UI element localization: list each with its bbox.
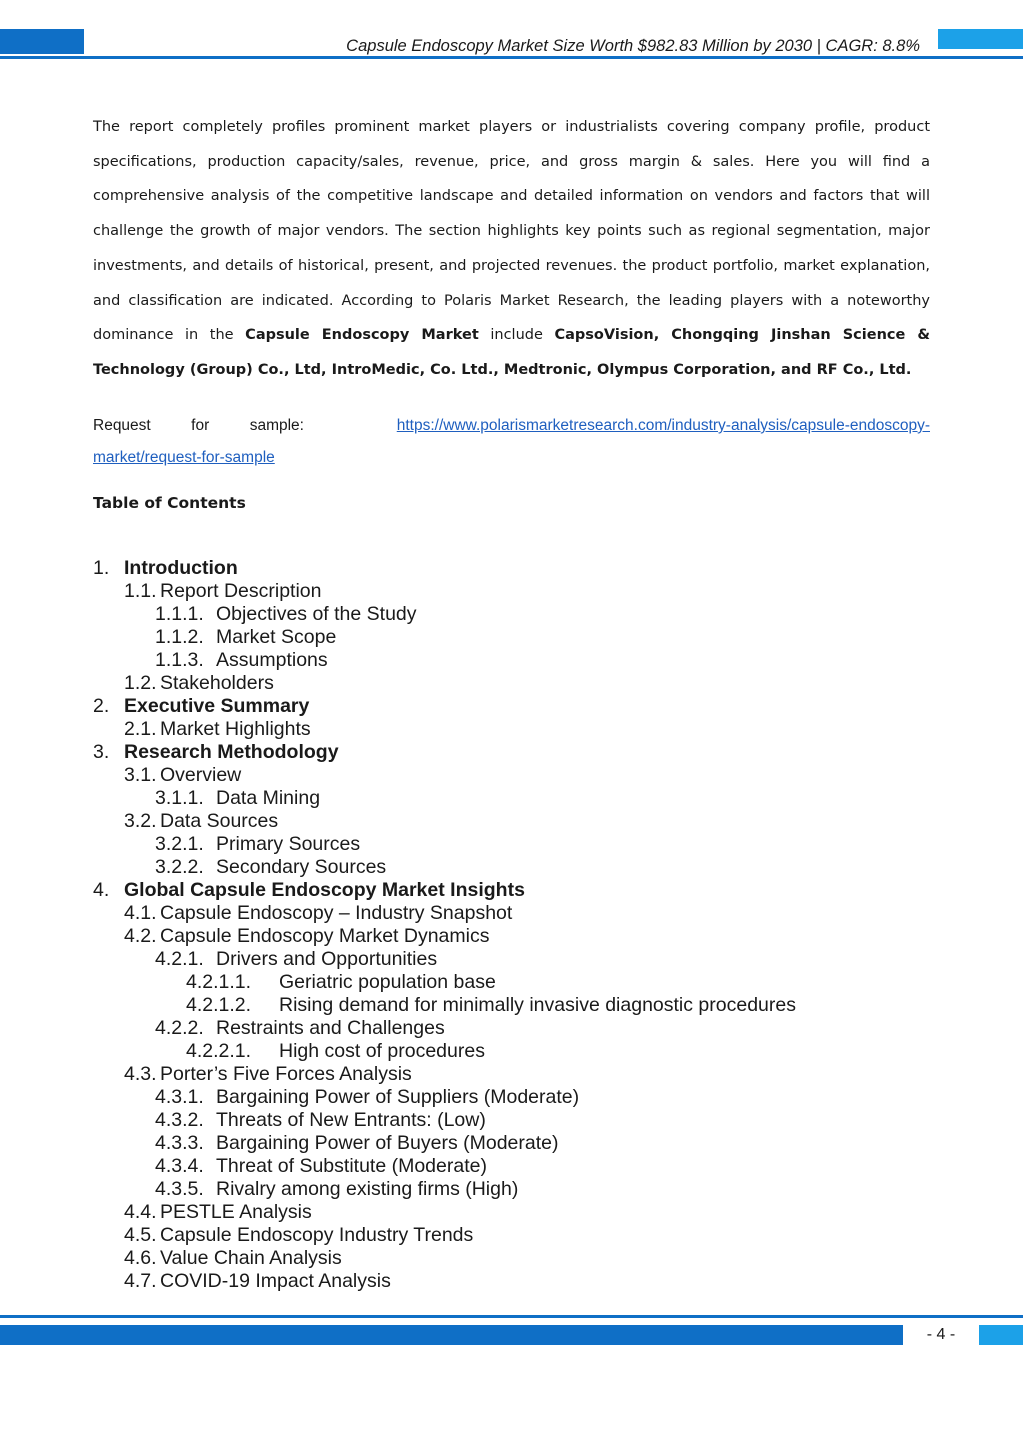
toc-number: 4.1. xyxy=(124,902,157,924)
toc-text: Executive Summary xyxy=(124,695,310,717)
toc-number: 1.1. xyxy=(124,580,157,602)
toc-number: 3.2.1. xyxy=(155,833,204,855)
toc-number: 4.3.2. xyxy=(155,1109,204,1131)
toc-entry[interactable] xyxy=(93,1201,993,1224)
toc-number: 3. xyxy=(93,741,110,763)
toc-text: Rivalry among existing firms (High) xyxy=(216,1178,519,1200)
toc-text: Capsule Endoscopy Industry Trends xyxy=(160,1224,474,1246)
request-sample-link[interactable]: https://www.polarismarketresearch.com/industry-analysis/capsule-endoscopy- xyxy=(396,417,930,434)
toc-text: Threat of Substitute (Moderate) xyxy=(216,1155,487,1177)
toc-number: 2.1. xyxy=(124,718,157,740)
toc-number: 3.2. xyxy=(124,810,157,832)
toc-entry[interactable] xyxy=(93,672,993,695)
toc-number: 4.7. xyxy=(124,1270,157,1292)
toc-number: 4.4. xyxy=(124,1201,157,1223)
toc-text: Objectives of the Study xyxy=(216,603,417,625)
toc-entry[interactable] xyxy=(93,925,993,948)
toc-number: 4.3.5. xyxy=(155,1178,204,1200)
toc-number: 3.2.2. xyxy=(155,856,204,878)
toc-number: 3.1.1. xyxy=(155,787,204,809)
body-paragraph xyxy=(93,110,930,388)
header-accent-bar-right xyxy=(938,29,1023,49)
toc-entry[interactable] xyxy=(93,1109,993,1132)
footer-accent-bar-right xyxy=(979,1325,1023,1345)
toc-number: 1.1.2. xyxy=(155,626,204,648)
toc-entry[interactable] xyxy=(93,557,993,580)
toc-text: Market Scope xyxy=(216,626,337,648)
toc-entry[interactable] xyxy=(93,741,993,764)
toc-entry[interactable] xyxy=(93,948,993,971)
toc-text: Capsule Endoscopy Market Dynamics xyxy=(160,925,490,947)
toc-entry[interactable] xyxy=(93,787,993,810)
toc-number: 4. xyxy=(93,879,110,901)
toc-heading: Table of Contents xyxy=(93,494,246,512)
toc-entry[interactable] xyxy=(93,1178,993,1201)
toc-entry[interactable] xyxy=(93,856,993,879)
toc-entry[interactable] xyxy=(93,1040,993,1063)
toc-text: Drivers and Opportunities xyxy=(216,948,438,970)
toc-entry[interactable] xyxy=(93,1155,993,1178)
toc-text: Value Chain Analysis xyxy=(160,1247,342,1269)
toc-entry[interactable] xyxy=(93,603,993,626)
toc-entry[interactable] xyxy=(93,1247,993,1270)
page-header-title: Capsule Endoscopy Market Size Worth $982.83 Million by 2030 | CAGR: 8.8% xyxy=(346,37,920,55)
toc-number: 4.3.1. xyxy=(155,1086,204,1108)
toc-text: Threats of New Entrants: (Low) xyxy=(216,1109,486,1131)
toc-text: PESTLE Analysis xyxy=(160,1201,312,1223)
toc-number: 1.1.1. xyxy=(155,603,204,625)
footer-rule xyxy=(0,1315,1023,1318)
toc-entry[interactable] xyxy=(93,1270,993,1293)
toc-text: Bargaining Power of Suppliers (Moderate) xyxy=(216,1086,580,1108)
toc-text: Primary Sources xyxy=(216,833,361,855)
toc-number: 4.3.4. xyxy=(155,1155,204,1177)
toc-entry[interactable] xyxy=(93,764,993,787)
sample-word: sample: xyxy=(249,417,304,434)
market-name: Capsule Endoscopy Market xyxy=(245,327,479,344)
toc-entry[interactable] xyxy=(93,994,993,1017)
table-of-contents xyxy=(93,557,993,1293)
toc-text: Report Description xyxy=(160,580,322,602)
toc-entry[interactable] xyxy=(93,1063,993,1086)
toc-number: 4.2.1. xyxy=(155,948,204,970)
toc-entry[interactable] xyxy=(93,971,993,994)
footer-accent-bar-left xyxy=(0,1325,903,1345)
toc-entry[interactable] xyxy=(93,580,993,603)
request-sample-block xyxy=(93,410,930,474)
page-number: - 4 - xyxy=(926,1326,956,1343)
header-rule xyxy=(0,56,1023,59)
toc-entry[interactable] xyxy=(93,833,993,856)
toc-text: Data Mining xyxy=(216,787,321,809)
toc-entry[interactable] xyxy=(93,810,993,833)
toc-number: 4.3.3. xyxy=(155,1132,204,1154)
toc-text: Secondary Sources xyxy=(216,856,387,878)
toc-text: Capsule Endoscopy – Industry Snapshot xyxy=(160,902,513,924)
toc-text: Restraints and Challenges xyxy=(216,1017,445,1039)
toc-number: 4.2. xyxy=(124,925,157,947)
toc-number: 1.2. xyxy=(124,672,157,694)
toc-number: 2. xyxy=(93,695,110,717)
toc-entry[interactable] xyxy=(93,1132,993,1155)
toc-number: 4.2.2. xyxy=(155,1017,204,1039)
request-sample-link-continued[interactable]: market/request-for-sample xyxy=(93,449,275,466)
toc-text: Introduction xyxy=(124,557,238,579)
toc-text: Data Sources xyxy=(160,810,279,832)
toc-entry[interactable] xyxy=(93,1224,993,1247)
toc-number: 3.1. xyxy=(124,764,157,786)
for-word: for xyxy=(191,417,210,434)
toc-number: 1. xyxy=(93,557,110,579)
toc-number: 4.2.1.1. xyxy=(186,971,252,993)
toc-number: 1.1.3. xyxy=(155,649,204,671)
toc-entry[interactable] xyxy=(93,902,993,925)
toc-text: Porter’s Five Forces Analysis xyxy=(160,1063,412,1085)
toc-text: Rising demand for minimally invasive diagnostic procedures xyxy=(279,994,796,1016)
toc-number: 4.5. xyxy=(124,1224,157,1246)
toc-entry[interactable] xyxy=(93,626,993,649)
toc-text: Assumptions xyxy=(216,649,328,671)
toc-number: 4.2.2.1. xyxy=(186,1040,252,1062)
include-word: include xyxy=(490,327,543,344)
toc-entry[interactable] xyxy=(93,1017,993,1040)
toc-text: High cost of procedures xyxy=(279,1040,485,1062)
toc-number: 4.3. xyxy=(124,1063,157,1085)
toc-entry[interactable] xyxy=(93,879,993,902)
toc-entry[interactable] xyxy=(93,1086,993,1109)
toc-text: Geriatric population base xyxy=(279,971,496,993)
toc-text: Research Methodology xyxy=(124,741,339,763)
toc-entry[interactable] xyxy=(93,718,993,741)
toc-text: Overview xyxy=(160,764,242,786)
toc-entry[interactable] xyxy=(93,695,993,718)
toc-text: Bargaining Power of Buyers (Moderate) xyxy=(216,1132,559,1154)
toc-text: Market Highlights xyxy=(160,718,311,740)
request-label xyxy=(93,410,304,442)
toc-text: COVID-19 Impact Analysis xyxy=(160,1270,391,1292)
toc-number: 4.6. xyxy=(124,1247,157,1269)
company-list: CapsoVision, Chongqing Jinshan Science & Technology (Group) Co., Ltd, IntroMedic, Co. Ltd., Medtronic, Olympus Corporation, and RF Co., Ltd. xyxy=(93,327,931,378)
request-word: Request xyxy=(93,417,151,434)
paragraph-text: The report completely profiles prominent market players or industrialists covering company profile, product specifications, production capacity/sales, revenue, price, and gross margin & sales. Here you will find a comprehensive analysis of the competitive landscape and detailed information on vendors and factors that will challenge the growth of major vendors. The section highlights key points such as regional segmentation, major investments, and details of historical, present, and projected revenues. the product portfolio, market explanation, and classification are indicated. According to Polaris Market Research, the leading players with a noteworthy dominance in the xyxy=(93,119,930,344)
toc-number: 4.2.1.2. xyxy=(186,994,252,1016)
toc-text: Global Capsule Endoscopy Market Insights xyxy=(124,879,525,901)
toc-entry[interactable] xyxy=(93,649,993,672)
toc-text: Stakeholders xyxy=(160,672,274,694)
